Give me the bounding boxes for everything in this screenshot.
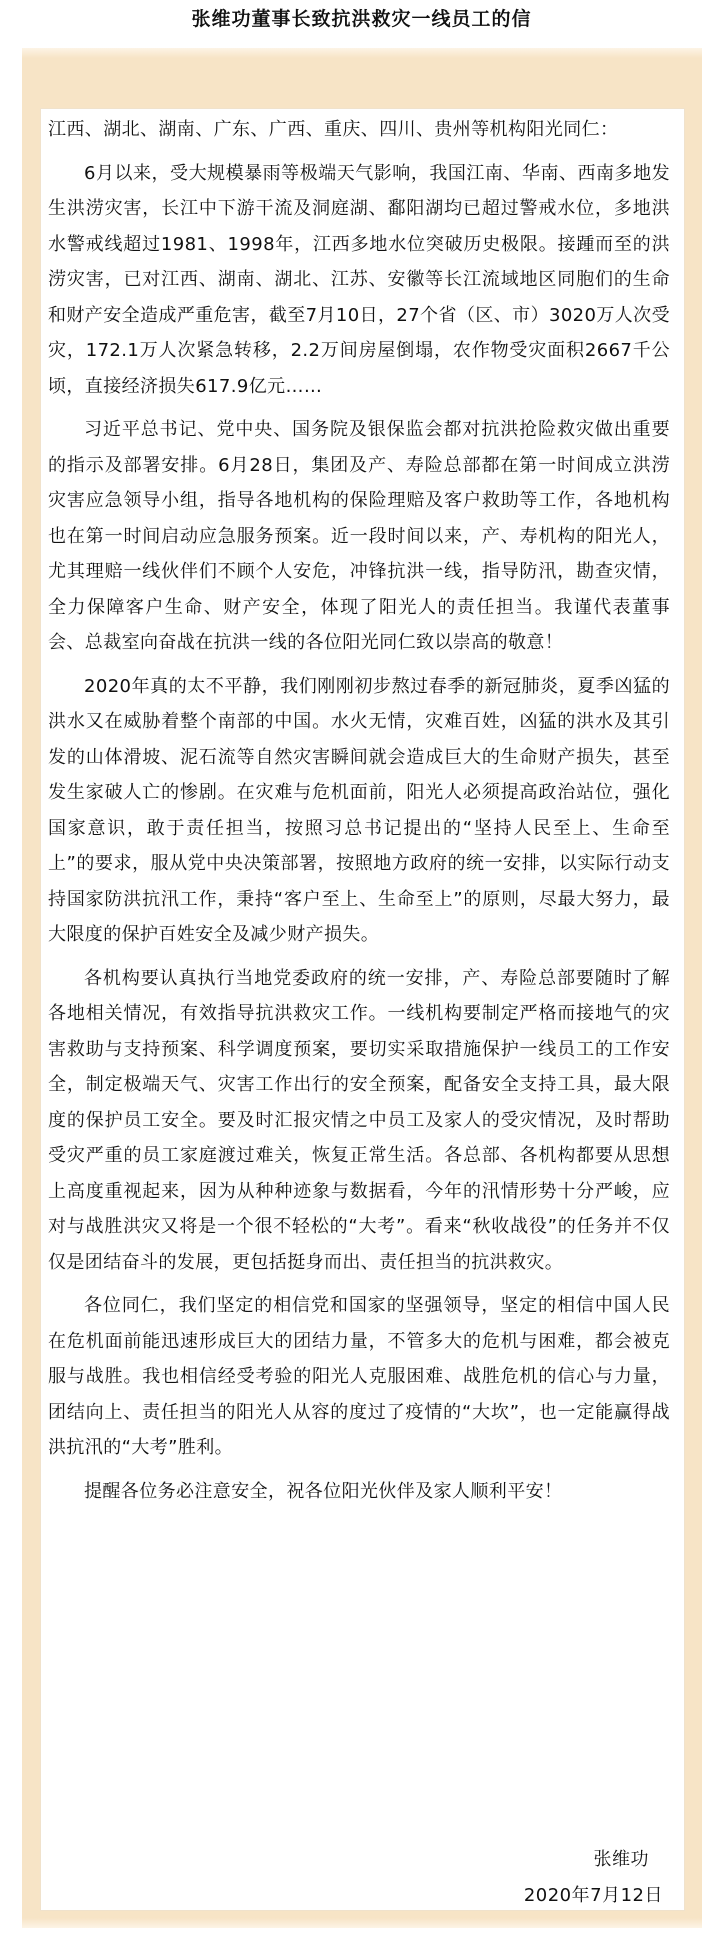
closing-line: 提醒各位务必注意安全，祝各位阳光伙伴及家人顺利平安！ xyxy=(84,1480,563,1502)
paragraph: 各机构要认真执行当地党委政府的统一安排，产、寿险总部要随时了解各地相关情况，有效指导抗洪救灾工作。一线机构要制定严格而接地气的灾害救助与支持预案、科学调度预案，要切实采取措施保护一线员工的工作安全，制定极端天气、灾害工作出行的安全预案，配备安全支持工具，最大限度的保护员工安全。要及时汇报灾情之中员工及家人的受灾情况，及时帮助受灾严重的员工家庭渡过难关，恢复正常生活。各总部、各机构都要从思想上高度重视起来，因为从种种迹象与数据看，今年的汛情形势十分严峻，应对与战胜洪灾又将是一个很不轻松的“大考”。看来“秋收战役”的任务并不仅仅是团结奋斗的发展，更包括挺身而出、责任担当的抗洪救灾。 xyxy=(48,967,670,1273)
paragraph: 2020年真的太不平静，我们刚刚初步熬过春季的新冠肺炎，夏季凶猛的洪水又在威胁着整个南部的中国。水火无情，灾难百姓，凶猛的洪水及其引发的山体滑坡、泥石流等自然灾害瞬间就会造成巨大的生命财产损失，甚至发生家破人亡的惨剧。在灾难与危机面前，阳光人必须提高政治站位，强化国家意识，敢于责任担当，按照习总书记提出的“坚持人民至上、生命至上”的要求，服从党中央决策部署，按照地方政府的统一安排，以实际行动支持国家防洪抗汛工作，秉持“客户至上、生命至上”的原则，尽最大努力，最大限度的保护百姓安全及减少财产损失。 xyxy=(48,675,670,945)
salutation: 江西、湖北、湖南、广东、广西、重庆、四川、贵州等机构阳光同仁： xyxy=(48,119,619,140)
signature-name: 张维功 xyxy=(593,1849,649,1870)
letter-title: 张维功董事长致抗洪救灾一线员工的信 xyxy=(191,8,532,30)
letter-body xyxy=(48,112,670,1517)
signature-block xyxy=(524,1842,663,1914)
signature-date: 2020年7月12日 xyxy=(523,1885,663,1906)
paragraph: 6月以来，受大规模暴雨等极端天气影响，我国江南、华南、西南多地发生洪涝灾害，长江中下游干流及洞庭湖、鄱阳湖均已超过警戒水位，多地洪水警戒线超过1981、1998年，江西多地水位突破历史极限。接踵而至的洪涝灾害，已对江西、湖南、湖北、江苏、安徽等长江流域地区同胞们的生命和财产安全造成严重危害，截至7月10日，27个省（区、市）3020万人次受灾，172.1万人次紧急转移，2.2万间房屋倒塌，农作物受灾面积2667千公顷，直接经济损失617.9亿元…… xyxy=(48,162,670,397)
paragraph: 习近平总书记、党中央、国务院及银保监会都对抗洪抢险救灾做出重要的指示及部署安排。6月28日，集团及产、寿险总部都在第一时间成立洪涝灾害应急领导小组，指导各地机构的保险理赔及客户救助等工作，各地机构也在第一时间启动应急服务预案。近一段时间以来，产、寿机构的阳光人，尤其理赔一线伙伴们不顾个人安危，冲锋抗洪一线，指导防汛，勘查灾情，全力保障客户生命、财产安全，体现了阳光人的责任担当。我谨代表董事会、总裁室向奋战在抗洪一线的各位阳光同仁致以崇高的敬意！ xyxy=(48,419,670,653)
paragraph: 各位同仁，我们坚定的相信党和国家的坚强领导，坚定的相信中国人民在危机面前能迅速形成巨大的团结力量，不管多大的危机与困难，都会被克服与战胜。我也相信经受考验的阳光人克服困难、战胜危机的信心与力量，团结向上、责任担当的阳光人从容的度过了疫情的“大坎”，也一定能赢得战洪抗汛的“大考”胜利。 xyxy=(48,1295,670,1458)
